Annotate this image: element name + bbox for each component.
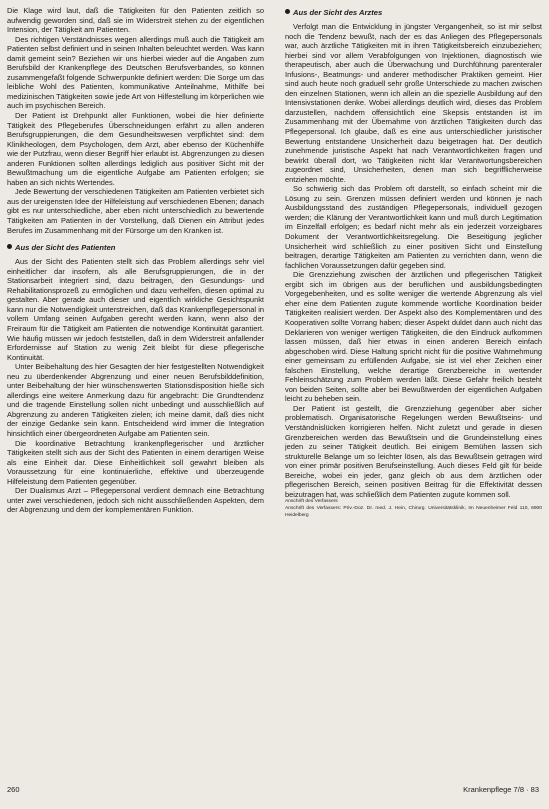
paragraph: So schwierig sich das Problem oft darstellt, so einfach scheint mir die Lösung zu sein. Grenzen müssen definiert werden und können je nach Ausbildungsstand des zuständigen Pflegepersonals, individuell gezogen werden; die Klärung der Verantwortlichkeit kann und muß durch Legitimation im Einzelfall erfolgen; es bedarf nicht mehr als ein jederzeit vorzeigbares Dokument der Verantwortlichkeitsregelung. Die Beseitigung jeglicher Unsicherheit wird schließlich zu einer positiven Sicht und Einstellung beitragen, derartige Tätigkeiten am Patienten zu verrichten dann, wenn die fachlichen Voraussetzungen dafür gegeben sind. xyxy=(285,184,542,270)
section-heading-arzt xyxy=(285,8,542,18)
paragraph: Des richtigen Verständnisses wegen allerdings muß auch die Tätigkeit am Patienten selbst definiert und in seinen Inhalten beleuchtet werden. Was kann damit gemeint sein? Beziehen wir uns hierbei wieder auf die Angaben zum Berufsbild der Krankenpflege des Deutschen Berufsverbandes, so können zusammengefaßt folgende Schwerpunkte definiert werden: Die Sorge um das leibliche Wohl des Patienten, kommunikative Anteilnahme, Mithilfe bei medizinischen Tätigkeiten sowie jede Art von Hilfestellung im körperlichen wie auch im psychischen Bereich. xyxy=(7,34,264,111)
paragraph: Die Grenzziehung zwischen der ärztlichen und pflegerischen Tätigkeit ergibt sich im übrigen aus der beruflichen und ausbildungsbedingten Vorgegebenheiten, und es sollte weniger die wertende Abgrenzung als viel eher eine dem Patienten zugute kommende wortliche Koordination beider Tätigkeiten realisiert werden. Der Aspekt also des Komplementären und des Kooperativen sollte Vorrang haben; dieser Aspekt duldet dann auch nicht das Deklarieren von weniger wertigen Tätigkeiten, die den Eindruck aufkommen lassen müssen, daß hier etwas in einen anderen Bereich einfach abgeschoben wird. Diese Haltung spricht nicht für die positive Wahrnehmung einer gemeinsam zu erfüllenden Aufgabe, sie ist viel eher Zeichen einer falschen Einstellung, welche derartige Grenzbereiche in wertender Fehleinschätzung zum Problem werden läßt. Diese Gefahr freilich besteht von beiden Seiten, sollte aber bei Bewußtwerden der eigentlichen Aufgaben leicht zu beheben sein. xyxy=(285,270,542,404)
paragraph: Verfolgt man die Entwicklung in jüngster Vergangenheit, so ist mir selbst noch die Tendenz bewußt, nach der es das Anliegen des Pflegepersonals war, auch ärztliche Tätigkeiten mit in ihren Tätigkeitsbereich einzubeziehen; hierbei sind vor allem Verabfolgungen von Injektionen, diagnostisch wie therapeutisch, aber auch die Überwachung und Durchführung parenteraler Infusions-, Beatmungs- und anderer methodischer Praktiken gemeint. Hier sind auch heute noch graduell sehr große Unterschiede zu machen zwischen den einzelnen Stationen, wenn ich allein an die spezielle Ausbildung auf den Intensivstationen denke. Wobei allerdings deutlich wird, dieses das Problem darzustellen, nachdem offensichtlich eine Skepsis entstanden ist im Zusammenhang mit der Übernahme von ärztlichen Tätigkeiten durch das Pflegepersonal. Ich glaube, daß es eine aus unterschiedlicher juristischer Bewertung entstandene Unsicherheit dazu beigetragen hat. Der deutlich zunehmende juristische Aspekt hat nach Verantwortlichkeiten fragen und bewirkt überall dort, wo Tätigkeiten nicht klar Verantwortungsbereichen zugeordnet sind, Unsicherheiten, denen man sich begrifflicherweise entziehen möchte. xyxy=(285,22,542,184)
paragraph: Der Dualismus Arzt – Pflegepersonal verdient demnach eine Betrachtung unter zwei verschiedenen, jedoch sich nicht ausschließenden Aspekten, dem der Abgrenzung und dem der komplementären Funktion. xyxy=(7,486,264,515)
paragraph: Unter Beibehaltung des hier Gesagten der hier festgestellten Notwendigkeit neu zu überdenkender Abgrenzung und einer neuen Berufsbilddefinition, unter Beibehaltung der hier wünschenswerten Stationsdisposition hieße sich allerdings eine weitere Anmerkung dazu für angebracht: Die Grundtendenz und die tragende Einstellung sollen nicht unbedingt und ausschließlich auf Abgrenzung zu anderen Tätigkeiten zielen; ich meine damit, daß dies nicht der einzige Gedanke sein kann. Entscheidend wird immer die Integration hinsichtlich einer übergeordneten Aufgabe am Patienten sein. xyxy=(7,362,264,438)
bullet-icon xyxy=(285,9,290,14)
section-heading-text: Aus der Sicht des Patienten xyxy=(15,243,116,253)
author-address-label: Anschrift des Verfassers xyxy=(285,499,338,505)
bullet-icon xyxy=(7,244,12,249)
author-address: Anschrift des Verfassers: Priv.-Doz. Dr. med. J. Hein, Chirurg. Universitätsklinik, Im Neuenheimer Feld 110, 6900 Heidelberg xyxy=(285,505,542,518)
section-heading-text: Aus der Sicht des Arztes xyxy=(293,8,383,17)
paragraph: Jede Bewertung der verschiedenen Tätigkeiten am Patienten verbietet sich aus der ureigensten Idee der Hilfeleistung auf verschiedenen Ebenen; danach gibt es nur unterschiedliche, aber eben nicht unterschiedlich zu bewertende Tätigkeiten am Patienten in der Vorstellung, daß Dienen ein Attribut jedes Berufes im Zusammenhang mit der Fürsorge um den Kranken ist. xyxy=(7,187,264,235)
paragraph: Aus der Sicht des Patienten stellt sich das Problem allerdings sehr viel einheitlicher dar insofern, als alle Berufsgruppierungen, die in der Stationsarbeit integriert sind, dazu beitragen, den Gesundungs- und Rehabilitationsprozeß zu ermöglichen und dazu verhelfen, diesen optimal zu gestalten. Aber gerade auch dieser und eigentlich wirkliche Gesichtspunkt kann nur die Notwendigkeit unterstreichen, daß das Krankenpflegepersonal in vollem Umfang seinen Aufgaben gerecht werden kann, wenn also der Freiraum für die Tätigkeit am Patienten die notwendige Kontinuität garantiert. Wie häufig müssen wir jedoch feststellen, daß in dem Widerstreit anfallender Erfordernisse auf Station zu wenig Zeit bleibt für diese pflegerische Kontinuität. xyxy=(7,257,264,362)
left-column xyxy=(7,6,264,515)
paragraph: Der Patient ist gestellt, die Grenzziehung gegenüber aber sicher problematisch. Organisatorische Regelungen werden Bewußtseins- und Verständnislücken korrigieren helfen. Nicht zuletzt und gerade in diesen Grenzbereichen werden das Bewußtsein und die Grundeinstellung eines jeden zu seiner Tätigkeit deutlich. Bei einigem Bemühen lassen sich strukturelle Belange um so leichter lösen, als das Bewußtsein getragen wird von einer primär positiven Berufseinstellung. Auch dieses Feld gilt für beide Bereiche, wobei ein jeder, ganz gleich ob aus dem ärztlichen oder pflegerischen Bereich, seinen positiven Beitrag für die Effektivität dessen beizutragen hat, was schließlich dem Patienten zugute kommen soll. xyxy=(285,403,542,499)
journal-issue: Krankenpflege 7/8 · 83 xyxy=(463,785,539,794)
right-column xyxy=(285,6,542,519)
section-heading-patient xyxy=(7,243,264,253)
paragraph: Der Patient ist Drehpunkt aller Funktionen, wobei die hier definierte Tätigkeit des Pflegeberufes Überschneidungen erfährt zu allen anderen Berufsgruppierungen, die dem Gesundheitswesen verpflichtet sind: dem Klinikheologen, dem Psychologen, dem Arzt, aber ebenso der Küchenhilfe wie der Putzfrau, wenn dieser Begriff hier erlaubt ist. Abgrenzungen zu diesen anderen Funktionen sollten allerdings lediglich aus positiver Sicht mit der Bewußtmachung um die eigentliche Aufgabe am Patienten erfolgen; sie haben an sich nichts Wertendes. xyxy=(7,111,264,187)
paragraph: Die koordinative Betrachtung krankenpflegerischer und ärztlicher Tätigkeiten stellt sich aus der Sicht des Patienten in einem derartigen Weise als eine Einheit dar. Diese Einheitlichkeit soll gewahrt bleiben als Voraussetzung für eine kontinuierliche, effektive und überzeugende Hilfeleistung dem Patienten gegenüber. xyxy=(7,438,264,486)
paragraph: Die Klage wird laut, daß die Tätigkeiten für den Patienten zeitlich so aufwendig geworden sind, daß sie im Widerstreit stehen zu der eigentlichen Intension, der Tätigkeit am Patienten. xyxy=(7,6,264,35)
page-number: 260 xyxy=(7,785,20,794)
spacer xyxy=(7,235,264,241)
